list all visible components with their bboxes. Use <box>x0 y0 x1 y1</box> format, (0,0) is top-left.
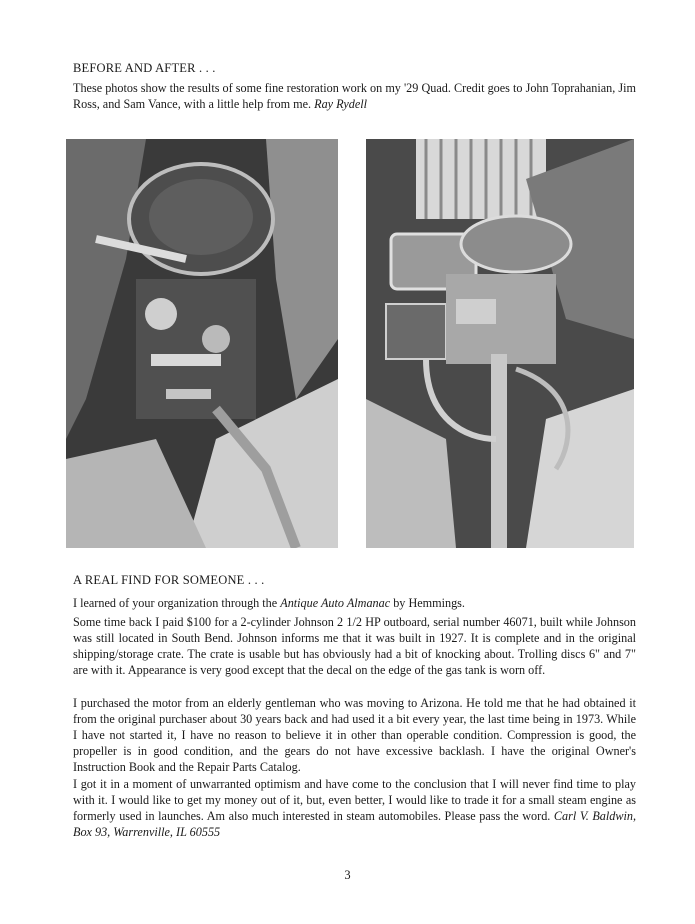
paragraph-motor-history: I purchased the motor from an elderly gentleman who was moving to Arizona. He told me that he had obtained it from the original purchaser about 30 years back and had used it a bit every year, the last time being in 1973. While I have not started it, I have no reason to believe it in other than operable condition. Compression is good, the propeller is in good condition, and the gears do not have excessive backlash. I have the original Owner's Instruction Book and the Repair Parts Catalog. <box>73 696 636 774</box>
paragraph-text: I got it in a moment of unwarranted optimism and have come to the conclusion that I will never find time to play with it. I would like to get my money out of it, but, even better, I would like to trade it for a small steam engine as formerly used in launches. Am also much interested in steam automobiles. Please pass the word. <box>73 777 636 823</box>
photo-outboard-before <box>66 139 338 548</box>
photo-outboard-after <box>366 139 634 548</box>
paragraph-text: I learned of your organization through the <box>73 596 281 610</box>
publication-title: Antique Auto Almanac <box>280 596 391 610</box>
section-heading-before-after: BEFORE AND AFTER . . . <box>73 61 216 75</box>
section-heading-real-find: A REAL FIND FOR SOMEONE . . . <box>73 573 265 587</box>
paragraph-text: by Hemmings. <box>390 596 465 610</box>
signature: Carl V. Baldwin, Box 93, Warrenville, IL 60555 <box>73 809 636 839</box>
paragraph-motor-description: Some time back I paid $100 for a 2-cylinder Johnson 2 1/2 HP outboard, serial number 46071, built while Johnson was still located in South Bend. Johnson informs me that it was built in 1927. It is complete and in the original shipping/storage crate. The crate is usable but has obviously had a bit of knocking about. Trolling discs 6" and 7" are with it. Appearance is very good except that the decal on the edge of the gas tank is worn off. <box>73 615 636 677</box>
paragraph-intro <box>73 595 636 611</box>
signature: Ray Rydell <box>314 97 368 111</box>
page-number: 3 <box>344 868 351 882</box>
paragraph-trade-offer <box>73 776 636 840</box>
paragraph-text: These photos show the results of some fine restoration work on my '29 Quad. Credit goes to John Toprahanian, Jim Ross, and Sam Vance, with a little help from me. <box>73 81 636 111</box>
restoration-paragraph <box>73 80 636 112</box>
